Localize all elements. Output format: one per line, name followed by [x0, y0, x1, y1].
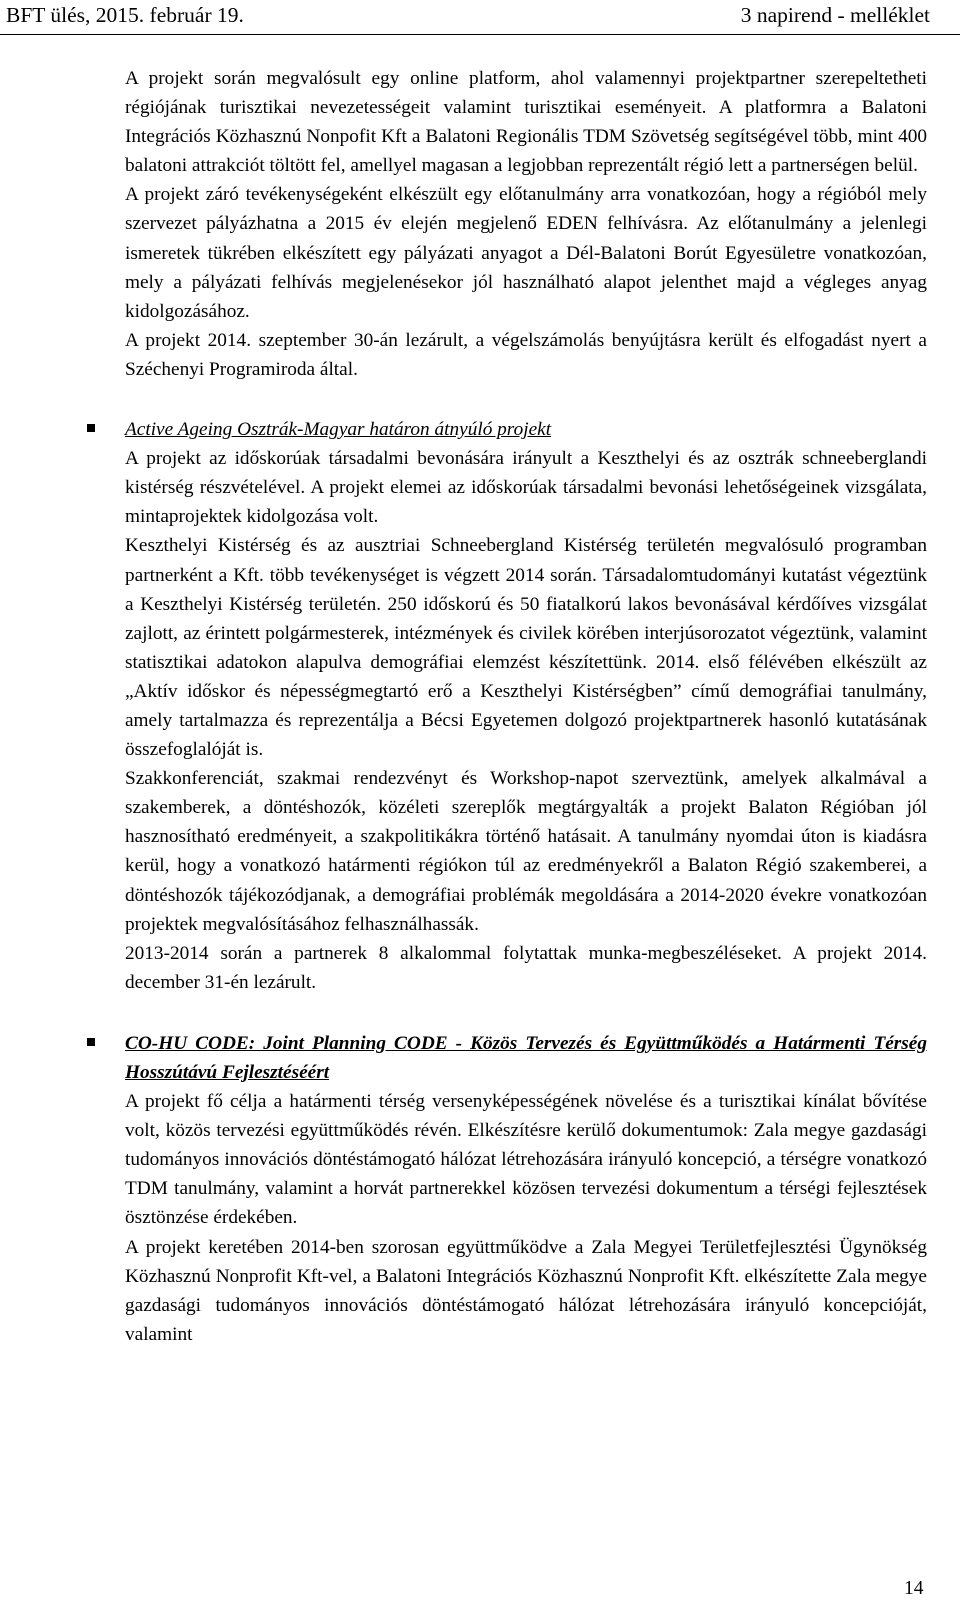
paragraph: A projekt záró tevékenységeként elkészült egy előtanulmány arra vonatkozóan, hogy a régióból mely szervezet pályázhatna a 2015 év elején megjelenő EDEN felhívásra. Az előtanulmány a jelenlegi ismeretek tükrében elkészített egy pályázati anyagot a Dél-Balatoni Borút Egyesületre vonatkozóan, mely a pályázati felhívás megjelenésekor jól használható alapot jelenthet majd a végleges anyag kidolgozásához.: [125, 184, 927, 322]
paragraph: 2013-2014 során a partnerek 8 alkalommal folytattak munka-megbeszéléseket. A projekt 2014. december 31-én lezárult.: [125, 942, 927, 993]
paragraph: Keszthelyi Kistérség és az ausztriai Schneebergland Kistérség területén megvalósuló programban partnerként a Kft. több tevékenységet is végzett 2014 során. Társadalomtudományi kutatást végeztünk a Keszthelyi Kistérség területén. 250 időskorú és 50 fiatalkorú lakos bevonásával kérdőíves vizsgálat zajlott, az érintett polgármesterek, intézmények és civilek körében interjúsorozatot végeztünk, valamint statisztikai adatokon alapulva demográfiai elemzést készítettünk. 2014. első félévében elkészült az „Aktív időskor és népességmegtartó erő a Keszthelyi Kistérségben” című demográfiai tanulmány, amely tartalmazza és reprezentálja a Bécsi Egyetemen dolgozó projektpartnerek hasonló kutatásának összefoglalóját is.: [125, 535, 927, 761]
header-agenda-label: 3 napirend - melléklet: [740, 3, 930, 27]
section-heading-text: Active Ageing Osztrák-Magyar határon átnyúló projekt: [125, 419, 552, 441]
paragraph: A projekt az időskorúak társadalmi bevonására irányult a Keszthelyi és az osztrák schneeberglandi kistérség részvételével. A projekt elemei az időskorúak társadalmi bevonási lehetőségeinek vizsgálata, mintaprojektek kidolgozása volt.: [125, 448, 927, 528]
section-heading-text: CO-HU CODE: Joint Planning CODE - Közös Tervezés és Együttműködés a Határmenti Térség Hosszútávú Fejlesztéséért: [125, 1032, 927, 1083]
bullet-square-icon: [87, 424, 95, 432]
section-heading-active-ageing: [125, 415, 927, 444]
paragraph: A projekt 2014. szeptember 30-án lezárult, a végelszámolás benyújtásra került és elfogadást nyert a Széchenyi Programiroda által.: [125, 329, 927, 380]
bullet-square-icon: [87, 1038, 95, 1046]
header-meeting-date: BFT ülés, 2015. február 19.: [6, 3, 244, 27]
paragraph: Szakkonferenciát, szakmai rendezvényt és Workshop-napot szerveztünk, amelyek alkalmával a szakemberek, a döntéshozók, közéleti szereplők megtárgyalták a projekt Balaton Régióban jól hasznosítható eredményeit, a szakpolitikákra történő hatásait. A tanulmány nyomdai úton is kiadásra kerül, hogy a vonatkozó határmenti régiókon túl az eredményekről a Balaton Régió szakemberei, a döntéshozók tájékozódjanak, a demográfiai problémák megoldására a 2014-2020 évekre vonatkozóan projektek megvalósításához felhasználhassák.: [125, 768, 927, 935]
paragraph: A projekt során megvalósult egy online platform, ahol valamennyi projektpartner szerepeltetheti régiójának turisztikai nevezetességeit valamint turisztikai eseményeit. A platformra a Balatoni Integrációs Közhasznú Nonpofit Kft a Balatoni Regionális TDM Szövetség segítségével több, mint 400 balatoni attrakciót töltött fel, amellyel magasan a legjobban reprezentált régió lett a partnerségen belül.: [125, 68, 927, 177]
paragraph: A projekt fő célja a határmenti térség versenyképességének növelése és a turisztikai kínálat bővítése volt, közös tervezési együttműködés révén. Elkészítésre kerülő dokumentumok: Zala megye gazdasági tudományos innovációs döntéstámogató hálózat létrehozására irányuló koncepció, a térségre vonatkozó TDM tanulmány, valamint a horvát partnerekkel közösen tervezési dokumentum a térségi fejlesztések ösztönzése érdekében.: [125, 1091, 927, 1229]
page-number: 14: [904, 1578, 924, 1599]
page-header: [0, 0, 960, 35]
section-heading-co-hu-code: [125, 1029, 927, 1087]
paragraph: A projekt keretében 2014-ben szorosan együttműködve a Zala Megyei Területfejlesztési Ügynökség Közhasznú Nonprofit Kft-vel, a Balatoni Integrációs Közhasznú Nonprofit Kft. elkészítette Zala megye gazdasági tudományos innovációs döntéstámogató hálózat létrehozására irányuló koncepcióját, valamint: [125, 1236, 927, 1345]
document-body: [125, 64, 927, 1349]
